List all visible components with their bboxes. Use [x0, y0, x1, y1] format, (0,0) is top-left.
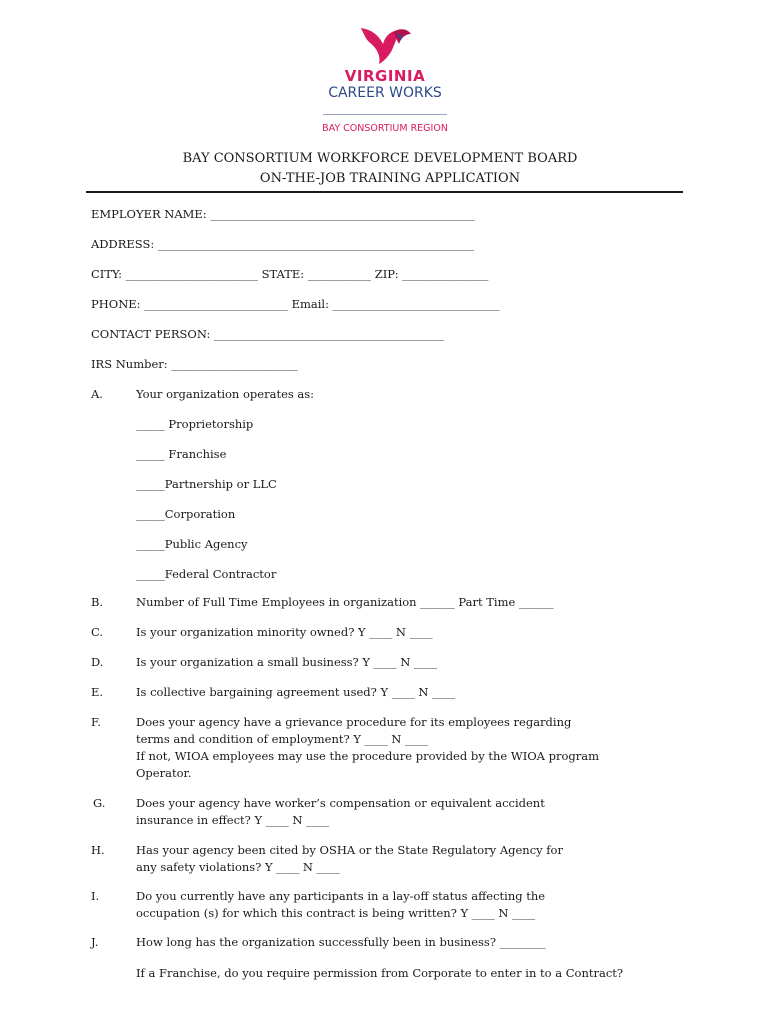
- option-corporation[interactable]: _____Corporation: [136, 507, 236, 521]
- contact-person-field[interactable]: CONTACT PERSON: ________________________________________: [91, 327, 445, 341]
- document-title-line1: BAY CONSORTIUM WORKFORCE DEVELOPMENT BOARD: [182, 151, 578, 166]
- option-federal-contractor[interactable]: _____Federal Contractor: [136, 567, 277, 581]
- logo-divider: [323, 114, 447, 115]
- question-h[interactable]: Has your agency been cited by OSHA or the State Regulatory Agency for any safety violations? Y ____ N ____: [136, 843, 563, 874]
- question-g-letter: G.: [93, 796, 106, 810]
- question-e-letter: E.: [91, 685, 104, 699]
- question-d[interactable]: Is your organization a small business? Y ____ N ____: [136, 655, 437, 669]
- question-i-letter: I.: [91, 889, 100, 903]
- logo-region: BAY CONSORTIUM REGION: [322, 123, 448, 134]
- option-public-agency[interactable]: _____Public Agency: [136, 537, 248, 551]
- option-proprietorship[interactable]: _____ Proprietorship: [136, 417, 254, 431]
- option-franchise[interactable]: _____ Franchise: [136, 447, 227, 461]
- question-g[interactable]: Does your agency have worker’s compensation or equivalent accident insurance in effect? Y ____ N ____: [136, 796, 545, 827]
- question-e[interactable]: Is collective bargaining agreement used? Y ____ N ____: [136, 685, 456, 699]
- section-a-letter: A.: [91, 387, 103, 401]
- question-d-letter: D.: [91, 655, 104, 669]
- question-i[interactable]: Do you currently have any participants in a lay-off status affecting the occupation (s) for which this contract is being written? Y ____ N ____: [136, 889, 546, 920]
- question-f[interactable]: Does your agency have a grievance procedure for its employees regarding terms and condition of employment? Y ____ N ____ If not, WIOA employees may use the procedure provided by the WIOA program Operator.: [136, 715, 600, 780]
- address-field[interactable]: ADDRESS: _______________________________________________________: [91, 237, 475, 251]
- question-b-letter: B.: [91, 595, 104, 609]
- logo-brand-line2: CAREER WORKS: [328, 85, 442, 101]
- irs-number-field[interactable]: IRS Number: ______________________: [91, 357, 298, 371]
- phone-email-field[interactable]: PHONE: _________________________ Email: _____________________________: [91, 297, 500, 311]
- employer-name-field[interactable]: EMPLOYER NAME: ______________________________________________: [91, 207, 475, 221]
- question-b[interactable]: Number of Full Time Employees in organization ______ Part Time ______: [136, 595, 554, 609]
- title-divider: [86, 191, 683, 193]
- question-j[interactable]: How long has the organization successfully been in business? ________: [136, 935, 546, 949]
- document-title-line2: ON-THE-JOB TRAINING APPLICATION: [259, 171, 521, 186]
- question-j-letter: J.: [91, 935, 99, 949]
- option-partnership-llc[interactable]: _____Partnership or LLC: [136, 477, 277, 491]
- section-a-question: Your organization operates as:: [136, 387, 315, 401]
- question-h-letter: H.: [91, 843, 105, 857]
- franchise-followup-question: If a Franchise, do you require permission from Corporate to enter in to a Contract?: [136, 966, 624, 980]
- city-state-zip-field[interactable]: CITY: _______________________ STATE: ___________ ZIP: _______________: [91, 267, 489, 281]
- cardinal-bird-icon: [357, 22, 413, 66]
- question-c[interactable]: Is your organization minority owned? Y ____ N ____: [136, 625, 433, 639]
- question-c-letter: C.: [91, 625, 104, 639]
- logo-brand-line1: VIRGINIA: [344, 67, 426, 85]
- question-f-letter: F.: [91, 715, 101, 729]
- virginia-career-works-logo: [290, 22, 480, 137]
